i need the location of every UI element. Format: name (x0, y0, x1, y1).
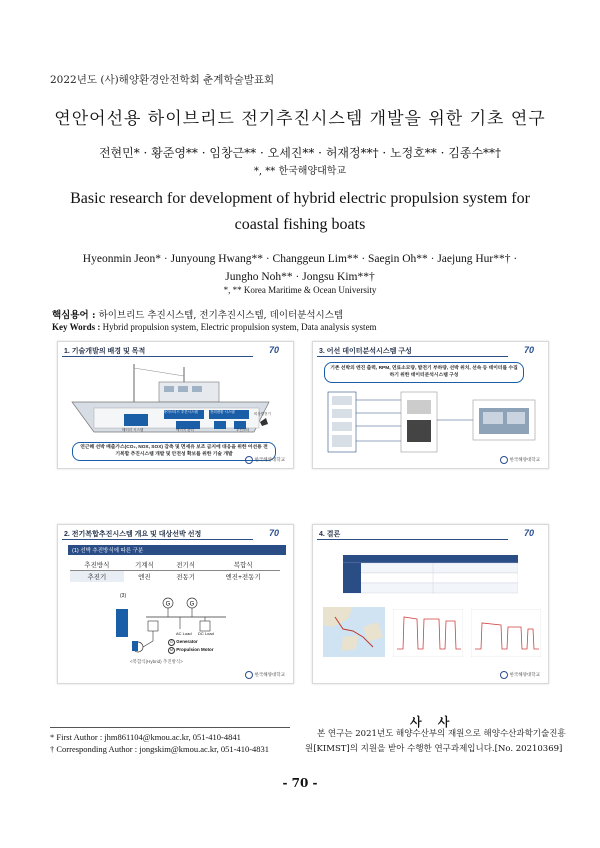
table-header-cell: 추진방식 (70, 559, 124, 571)
panel-background (57, 524, 294, 684)
panel-background (312, 341, 549, 469)
anniversary-logo: 70 (268, 345, 279, 355)
acknowledgement-body: 본 연구는 2021년도 해양수산부의 재원으로 해양수산과학기술진흥원[KIMST]의 지원을 받아 수행한 연구과제입니다.[No. 20210369] (305, 729, 566, 754)
legend-item (168, 646, 214, 654)
table-header-cell: 전기식 (165, 559, 206, 571)
page-number: - 70 - (282, 776, 318, 790)
conference-header: 2022년도 (사)해양환경안전학회 춘계학술발표회 (50, 74, 275, 86)
table-caption: (1) 선박 추진방식에 따른 구분 (68, 545, 286, 555)
generator-icon: G (168, 639, 175, 646)
table-cell: 전동기 (176, 574, 196, 581)
table-cell: 추진기 (70, 571, 124, 583)
university-name: 한국해양대학교 (254, 457, 285, 463)
university-name: 한국해양대학교 (509, 457, 540, 463)
ship-label: 하이브리드 추진시스템 (163, 410, 198, 414)
callout-box: 연근해 선박 배출가스(CO₂, NOX, SOX) 감축 및 면세유 보조 금지에 대응을 위한 어선용 전기복합 추진시스템 개발 및 안전성 확보를 위한 기술 개발 (72, 442, 276, 461)
sub-label: (3) (120, 593, 127, 599)
university-footer (500, 456, 540, 464)
svg-text:G: G (189, 601, 195, 608)
banner-box: 기존 선박의 엔진 출력, RPM, 연료소모량, 발전기 부하량, 선박 위치, 선속 등 데이터를 수집하기 위한 데이터분석시스템 구성 (324, 362, 524, 383)
authors-english (60, 250, 540, 286)
dc-load-label: DC Load (198, 631, 214, 636)
speed-graph-2 (471, 609, 541, 657)
speed-graph-1 (393, 609, 463, 657)
footnote-divider (50, 727, 290, 728)
keywords-english (52, 322, 377, 332)
ship-label: 전력변환 시스템 (210, 410, 235, 414)
title-english-line2: coastal fishing boats (234, 216, 366, 233)
ship-label: 추진모터 (236, 428, 250, 432)
authors-english-line1: Hyeonmin Jeon* · Junyoung Hwang** · Changgeun Lim** · Saegin Oh** · Jaejung Hur**† · (82, 253, 518, 265)
table-cell: 엔진 (138, 574, 151, 581)
panel-background (312, 524, 549, 684)
diagram-caption: <복합식(Hybrid) 추진방식> (130, 659, 183, 664)
footnote-corresponding-author: † Corresponding Author : jongskim@kmou.ac.kr, 051-410-4831 (50, 744, 270, 754)
legend-item (168, 638, 214, 646)
panel-title: 3. 어선 데이터분석시스템 구성 (319, 348, 412, 355)
title-english (40, 186, 560, 238)
table-row (70, 559, 280, 571)
anniversary-logo: 70 (268, 528, 279, 538)
footnote-first-author: * First Author : jhm861104@kmou.ac.kr, 051-410-4841 (50, 732, 241, 742)
university-seal-icon (245, 456, 253, 464)
acknowledgement-title: 사 사 (410, 715, 456, 729)
table-header-cell: 기계식 (124, 559, 165, 571)
authors-english-line2: Jungho Noh** · Jongsu Kim**† (225, 271, 375, 283)
svg-text:G: G (165, 601, 171, 608)
title-underline (62, 539, 253, 540)
title-underline (317, 356, 508, 357)
anniversary-logo: 70 (523, 528, 534, 538)
affiliation-korean: *, ** 한국해양대학교 (253, 166, 347, 177)
title-underline (62, 356, 253, 357)
table-row (70, 571, 280, 583)
panel-background (57, 341, 294, 469)
university-name: 한국해양대학교 (254, 672, 285, 678)
title-underline (317, 539, 508, 540)
panel-title: 4. 결론 (319, 531, 341, 538)
results-table-image (343, 555, 518, 595)
anniversary-logo: 70 (523, 345, 534, 355)
university-footer (245, 671, 285, 679)
propulsion-table (70, 559, 280, 582)
university-name: 한국해양대학교 (509, 672, 540, 678)
table-cell: 엔진+전동기 (225, 574, 261, 581)
legend-generator-label: Generator (176, 639, 198, 644)
table-header-cell: 복합식 (206, 559, 280, 571)
affiliation-english: *, ** Korea Maritime & Ocean University (223, 285, 377, 295)
map-image (323, 607, 385, 657)
motor-icon: M (168, 647, 175, 654)
legend-motor-label: Propulsion Motor (176, 647, 214, 652)
university-seal-icon (245, 671, 253, 679)
university-seal-icon (500, 456, 508, 464)
keywords-korean-label: 핵심용어 : (52, 310, 96, 321)
keywords-english-label: Key Words : (52, 322, 101, 332)
keywords-korean-text: 하이브리드 추진시스템, 전기추진시스템, 데이터분석시스템 (98, 310, 344, 321)
title-english-line1: Basic research for development of hybrid electric propulsion system for (70, 190, 530, 207)
system-diagram (323, 390, 538, 456)
keywords-korean (52, 307, 343, 321)
title-korean: 연안어선용 하이브리드 전기추진시스템 개발을 위한 기초 연구 (54, 109, 546, 129)
ship-label: 비상발전기 (254, 412, 271, 416)
legend (168, 638, 214, 654)
university-footer (500, 671, 540, 679)
ship-label: 에너지 관리 (176, 428, 194, 432)
authors-korean: 전현민* · 황준영** · 임창근** · 오세진** · 허재정**† · 노정호** · 김종수**† (98, 146, 502, 160)
keywords-english-text: Hybrid propulsion system, Electric propulsion system, Data analysis system (102, 322, 377, 332)
panel-title: 2. 전기복합추진시스템 개요 및 대상선박 선정 (64, 531, 202, 538)
university-footer (245, 456, 285, 464)
university-seal-icon (500, 671, 508, 679)
ac-load-label: AC Load (176, 631, 192, 636)
panel-title: 1. 기술개발의 배경 및 목적 (64, 348, 146, 355)
ship-label: 배터리 시스템 (122, 428, 144, 432)
